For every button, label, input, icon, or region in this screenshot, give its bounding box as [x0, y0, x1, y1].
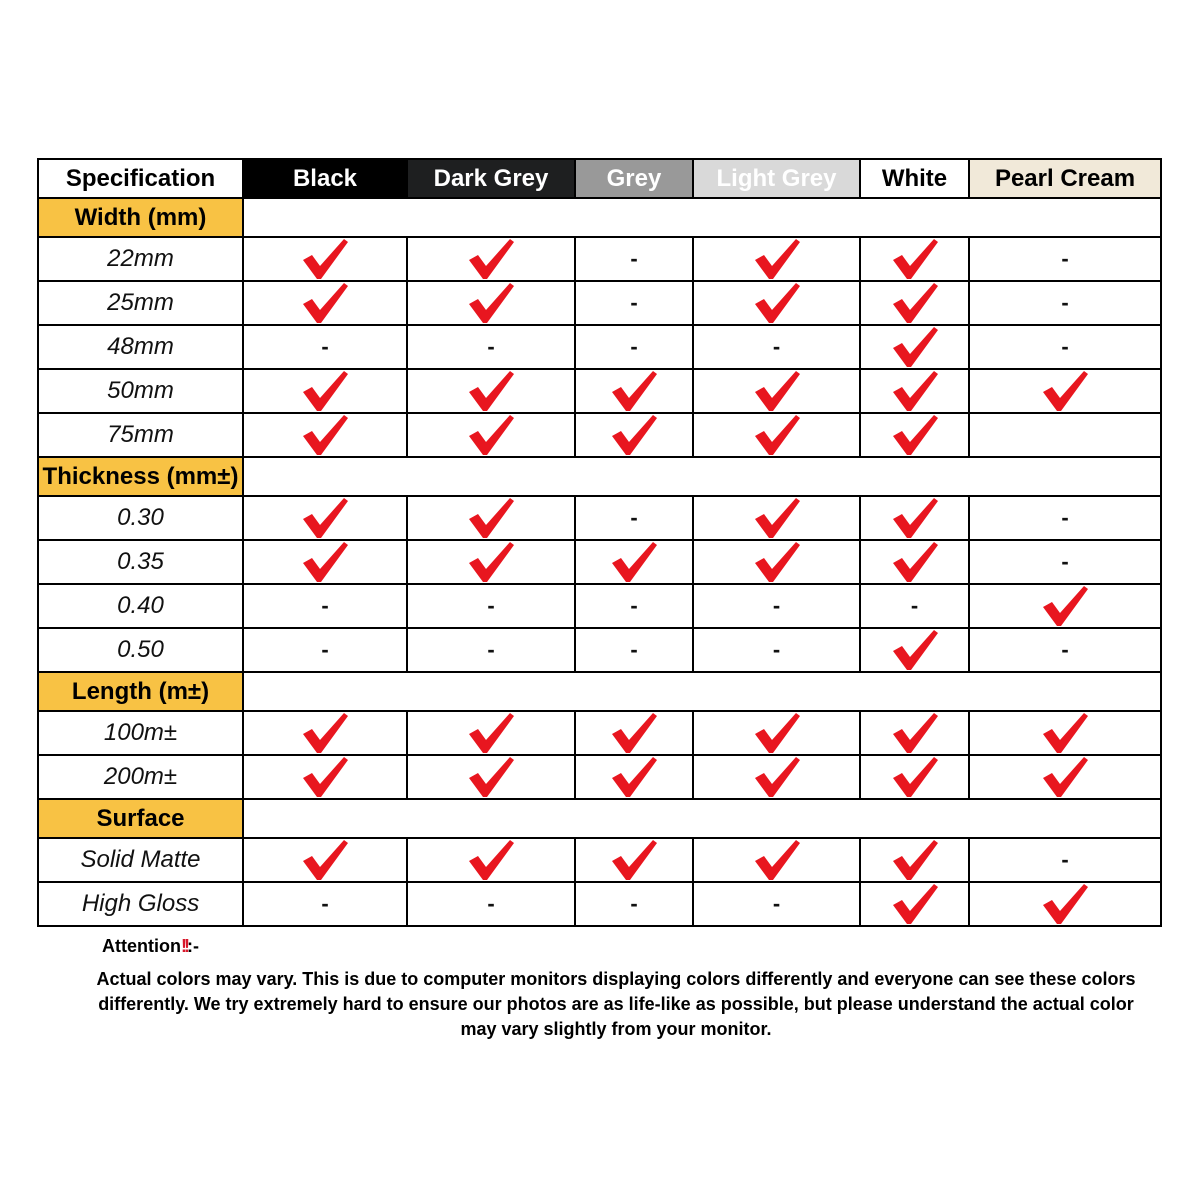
checkmark-icon [891, 712, 939, 754]
availability-cell [407, 369, 575, 413]
section-title: Width (mm) [38, 198, 243, 237]
unavailable-dash: - [1061, 637, 1069, 662]
checkmark-icon [301, 414, 349, 456]
row-label: 0.30 [38, 496, 243, 540]
section-spacer [243, 198, 1161, 237]
unavailable-dash: - [321, 891, 329, 916]
checkmark-icon [891, 756, 939, 798]
color-header: Dark Grey [407, 159, 575, 198]
checkmark-icon [1041, 883, 1089, 925]
availability-cell [860, 325, 969, 369]
availability-cell [243, 882, 407, 926]
availability-cell [575, 755, 693, 799]
availability-cell [860, 584, 969, 628]
checkmark-icon [891, 629, 939, 671]
availability-cell [243, 325, 407, 369]
section-row [38, 457, 1161, 496]
checkmark-icon [467, 541, 515, 583]
availability-cell [693, 584, 860, 628]
row-label: 22mm [38, 237, 243, 281]
checkmark-icon [753, 414, 801, 456]
section-title: Length (m±) [38, 672, 243, 711]
color-header: Pearl Cream [969, 159, 1161, 198]
checkmark-icon [610, 370, 658, 412]
unavailable-dash: - [1061, 847, 1069, 872]
availability-cell [693, 838, 860, 882]
availability-cell [860, 838, 969, 882]
availability-cell [693, 281, 860, 325]
availability-cell [969, 584, 1161, 628]
availability-cell [860, 882, 969, 926]
table-row [38, 755, 1161, 799]
table-row [38, 325, 1161, 369]
availability-cell [860, 237, 969, 281]
checkmark-icon [891, 839, 939, 881]
availability-cell [860, 755, 969, 799]
checkmark-icon [301, 839, 349, 881]
checkmark-icon [753, 497, 801, 539]
unavailable-dash: - [321, 593, 329, 618]
availability-cell [243, 628, 407, 672]
availability-cell [860, 281, 969, 325]
checkmark-icon [467, 414, 515, 456]
unavailable-dash: - [1061, 246, 1069, 271]
availability-cell [693, 540, 860, 584]
availability-cell [693, 413, 860, 457]
checkmark-icon [891, 541, 939, 583]
section-spacer [243, 672, 1161, 711]
availability-cell [243, 711, 407, 755]
availability-cell [860, 711, 969, 755]
availability-cell [860, 628, 969, 672]
checkmark-icon [467, 839, 515, 881]
unavailable-dash: - [321, 334, 329, 359]
table-row [38, 838, 1161, 882]
availability-cell [860, 540, 969, 584]
availability-cell [575, 711, 693, 755]
checkmark-icon [467, 712, 515, 754]
checkmark-icon [301, 282, 349, 324]
checkmark-icon [753, 839, 801, 881]
checkmark-icon [753, 282, 801, 324]
unavailable-dash: - [630, 290, 638, 315]
availability-cell [407, 838, 575, 882]
checkmark-icon [753, 370, 801, 412]
availability-cell [969, 540, 1161, 584]
row-label: High Gloss [38, 882, 243, 926]
color-header: Black [243, 159, 407, 198]
attention-note [96, 936, 1136, 1042]
section-spacer [243, 799, 1161, 838]
table-row [38, 882, 1161, 926]
unavailable-dash: - [487, 593, 495, 618]
checkmark-icon [301, 712, 349, 754]
availability-cell [693, 369, 860, 413]
availability-cell [969, 237, 1161, 281]
table-row [38, 369, 1161, 413]
availability-cell [243, 838, 407, 882]
color-header: Light Grey [693, 159, 860, 198]
availability-cell [243, 584, 407, 628]
unavailable-dash: - [630, 891, 638, 916]
availability-cell [575, 325, 693, 369]
availability-cell [407, 413, 575, 457]
availability-cell [575, 496, 693, 540]
checkmark-icon [891, 326, 939, 368]
availability-cell [693, 711, 860, 755]
availability-cell [860, 413, 969, 457]
checkmark-icon [1041, 756, 1089, 798]
availability-cell [693, 325, 860, 369]
checkmark-icon [891, 414, 939, 456]
availability-cell [575, 413, 693, 457]
section-title: Thickness (mm±) [38, 457, 243, 496]
table-row [38, 711, 1161, 755]
checkmark-icon [301, 238, 349, 280]
row-label: 0.40 [38, 584, 243, 628]
row-label: 50mm [38, 369, 243, 413]
availability-cell [407, 584, 575, 628]
row-label: 25mm [38, 281, 243, 325]
unavailable-dash: - [630, 593, 638, 618]
checkmark-icon [301, 541, 349, 583]
checkmark-icon [891, 370, 939, 412]
availability-cell [575, 628, 693, 672]
section-title: Surface [38, 799, 243, 838]
attention-title-line [102, 936, 1136, 957]
availability-cell [860, 369, 969, 413]
section-row [38, 198, 1161, 237]
availability-cell [575, 281, 693, 325]
availability-cell [693, 628, 860, 672]
availability-cell [969, 882, 1161, 926]
unavailable-dash: - [772, 891, 781, 916]
table-row [38, 628, 1161, 672]
unavailable-dash: - [487, 334, 495, 359]
unavailable-dash: - [630, 637, 638, 662]
color-header: Grey [575, 159, 693, 198]
unavailable-dash: - [321, 637, 329, 662]
section-spacer [243, 457, 1161, 496]
availability-cell [243, 237, 407, 281]
checkmark-icon [891, 282, 939, 324]
availability-cell [969, 838, 1161, 882]
row-label: 75mm [38, 413, 243, 457]
unavailable-dash: - [1061, 334, 1069, 359]
availability-cell [969, 628, 1161, 672]
row-label: Solid Matte [38, 838, 243, 882]
unavailable-dash: - [1061, 290, 1069, 315]
row-label: 200m± [38, 755, 243, 799]
checkmark-icon [1041, 370, 1089, 412]
unavailable-dash: - [630, 505, 638, 530]
checkmark-icon [610, 414, 658, 456]
availability-cell [243, 413, 407, 457]
availability-cell [969, 369, 1161, 413]
checkmark-icon [753, 712, 801, 754]
checkmark-icon [891, 238, 939, 280]
availability-cell [407, 882, 575, 926]
checkmark-icon [1041, 585, 1089, 627]
checkmark-icon [891, 883, 939, 925]
checkmark-icon [610, 839, 658, 881]
checkmark-icon [753, 541, 801, 583]
availability-cell [575, 838, 693, 882]
availability-cell [407, 237, 575, 281]
checkmark-icon [753, 238, 801, 280]
table-row [38, 281, 1161, 325]
availability-cell [693, 882, 860, 926]
checkmark-icon [301, 756, 349, 798]
color-header: White [860, 159, 969, 198]
availability-cell [693, 496, 860, 540]
availability-cell [407, 540, 575, 584]
table-row [38, 540, 1161, 584]
availability-cell [243, 540, 407, 584]
row-label: 0.35 [38, 540, 243, 584]
checkmark-icon [301, 497, 349, 539]
checkmark-icon [610, 541, 658, 583]
checkmark-icon [610, 756, 658, 798]
specification-header: Specification [38, 159, 243, 198]
unavailable-dash: - [910, 593, 919, 618]
availability-cell [969, 711, 1161, 755]
unavailable-dash: - [772, 334, 781, 359]
section-row [38, 672, 1161, 711]
row-label: 0.50 [38, 628, 243, 672]
availability-cell [243, 369, 407, 413]
unavailable-dash: - [1061, 549, 1069, 574]
availability-cell [969, 496, 1161, 540]
availability-cell [693, 755, 860, 799]
table-row [38, 584, 1161, 628]
availability-cell [969, 413, 1161, 457]
checkmark-icon [891, 497, 939, 539]
unavailable-dash: - [487, 891, 495, 916]
availability-cell [243, 496, 407, 540]
warning-icon: !! [180, 936, 187, 956]
unavailable-dash: - [487, 637, 495, 662]
table-row [38, 496, 1161, 540]
availability-cell [575, 540, 693, 584]
checkmark-icon [467, 497, 515, 539]
availability-cell [969, 281, 1161, 325]
unavailable-dash: - [1061, 505, 1069, 530]
row-label: 48mm [38, 325, 243, 369]
checkmark-icon [610, 712, 658, 754]
availability-cell [860, 496, 969, 540]
attention-suffix: :- [186, 936, 199, 956]
availability-cell [243, 755, 407, 799]
availability-cell [693, 237, 860, 281]
availability-cell [407, 628, 575, 672]
availability-cell [407, 711, 575, 755]
attention-title: Attention [102, 936, 181, 956]
availability-cell [407, 281, 575, 325]
availability-cell [243, 281, 407, 325]
availability-cell [575, 237, 693, 281]
header-row [38, 159, 1161, 198]
spec-table [37, 158, 1162, 927]
checkmark-icon [753, 756, 801, 798]
checkmark-icon [467, 370, 515, 412]
availability-cell [969, 755, 1161, 799]
availability-cell [575, 882, 693, 926]
unavailable-dash: - [630, 246, 638, 271]
availability-cell [575, 584, 693, 628]
unavailable-dash: - [772, 637, 781, 662]
availability-cell [407, 755, 575, 799]
checkmark-icon [467, 756, 515, 798]
attention-text: Actual colors may vary. This is due to computer monitors displaying colors differently and everyone can see these colors differently. We try extremely hard to ensure our photos are as life-like as possible, but please understand the actual color may vary slightly from your monitor. [96, 969, 1136, 1039]
availability-cell [969, 325, 1161, 369]
unavailable-dash: - [772, 593, 781, 618]
availability-cell [407, 325, 575, 369]
checkmark-icon [301, 370, 349, 412]
section-row [38, 799, 1161, 838]
checkmark-icon [1041, 712, 1089, 754]
row-label: 100m± [38, 711, 243, 755]
unavailable-dash: - [630, 334, 638, 359]
availability-cell [407, 496, 575, 540]
checkmark-icon [467, 282, 515, 324]
table-row [38, 413, 1161, 457]
checkmark-icon [467, 238, 515, 280]
table-row [38, 237, 1161, 281]
availability-cell [575, 369, 693, 413]
